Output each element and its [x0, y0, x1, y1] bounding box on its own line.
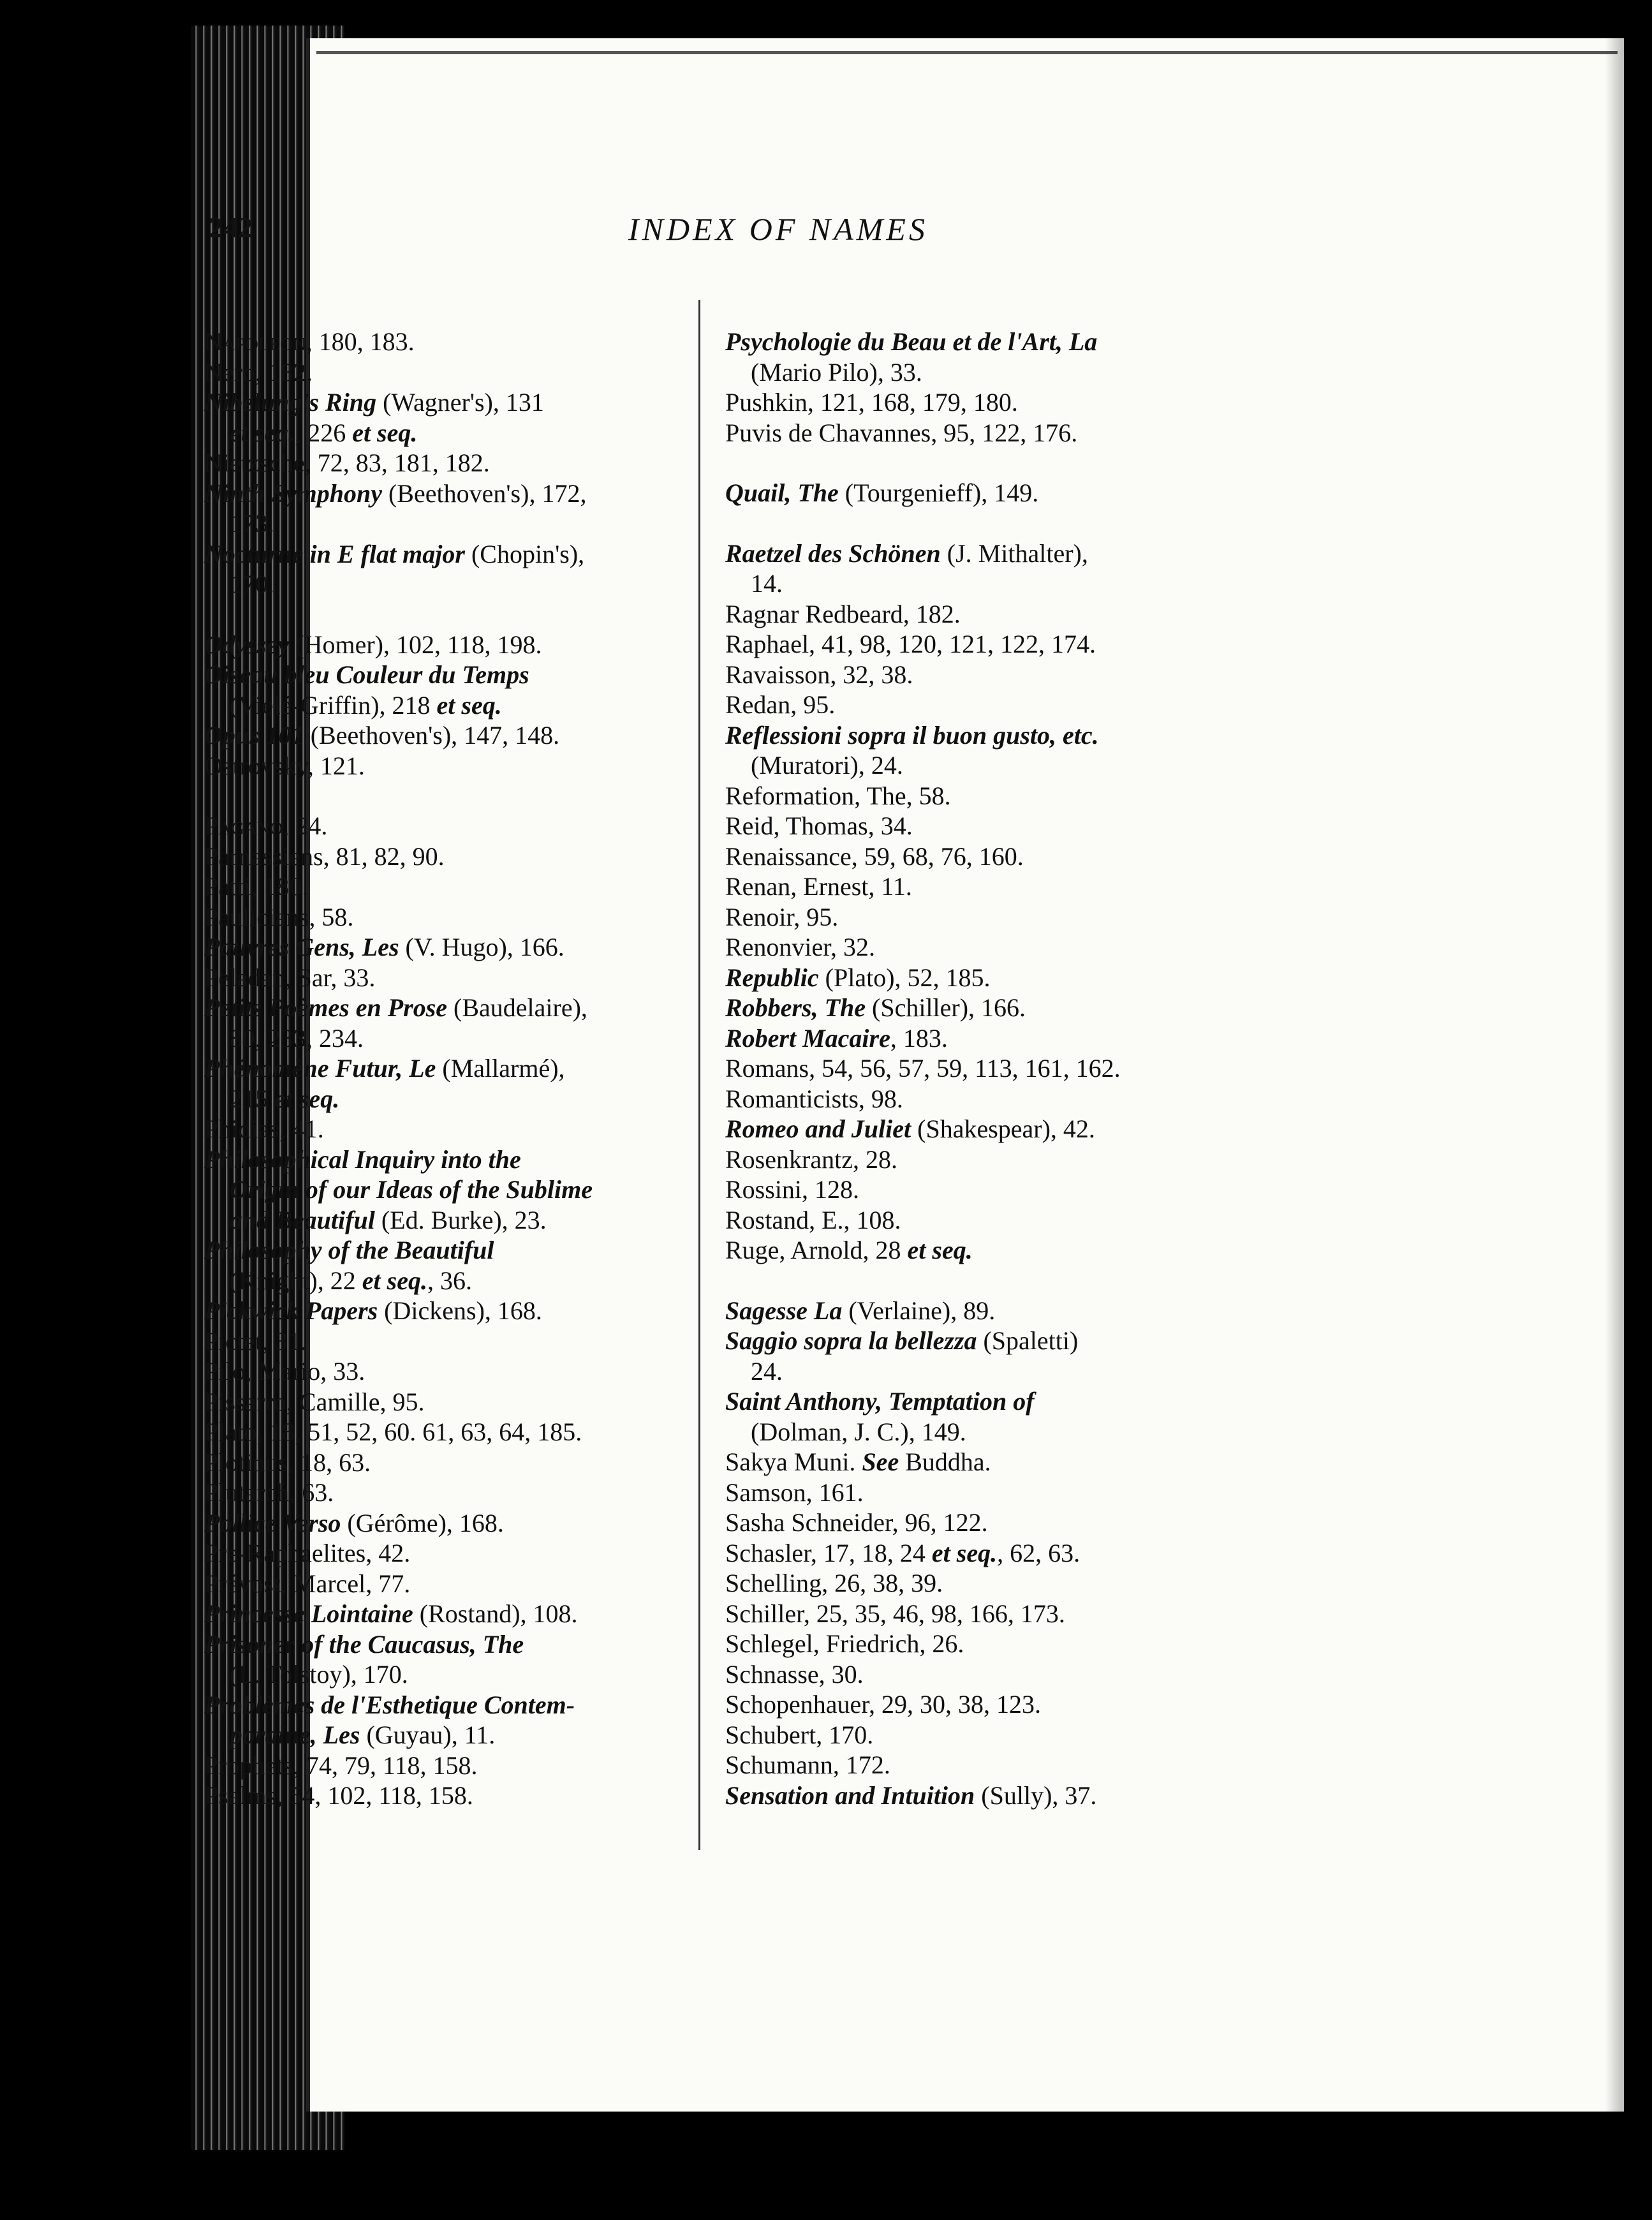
index-entry	[725, 1568, 1204, 1599]
index-entry-text: Raphael, 41, 98, 120, 121, 122, 174.	[725, 630, 1096, 658]
index-title-text: Romeo and Juliet	[725, 1114, 911, 1143]
index-entry	[725, 1114, 1204, 1144]
index-entry	[204, 1538, 682, 1569]
index-entry	[725, 1507, 1204, 1538]
index-entry-text: (Plato), 52, 185.	[818, 963, 991, 992]
index-title-text: et seq.	[274, 1084, 340, 1113]
index-entry	[725, 1689, 1204, 1720]
index-title-text: Ninth Symphony	[204, 478, 382, 508]
index-title-text: Phénomène Futur, Le	[204, 1054, 436, 1083]
index-entry	[725, 629, 1204, 660]
index-entry-text: Reformation, The, 58.	[725, 781, 951, 810]
index-entry-text: Sasha Schneider, 96, 122.	[725, 1508, 988, 1537]
index-entry-text: (V. Hugo), 166.	[399, 933, 564, 961]
index-title-text: Prisoner of the Caucasus, The	[204, 1629, 524, 1659]
index-entry-text: Schasler, 17, 18, 24	[725, 1538, 932, 1567]
index-entry	[725, 690, 1204, 720]
index-entry-text: Patti, 180.	[204, 872, 309, 901]
index-entry	[204, 1477, 682, 1508]
index-entry	[725, 932, 1204, 963]
index-entry	[204, 963, 682, 993]
index-entry	[204, 478, 682, 539]
index-entry-text: Buddha.	[899, 1447, 991, 1476]
index-entry-text: (Ed. Burke), 23.	[374, 1205, 547, 1234]
index-entry-text: , 36.	[427, 1266, 472, 1295]
index-entry	[204, 811, 682, 841]
index-entry-text: (L. Tolstoy), 170.	[230, 1660, 408, 1689]
index-entry	[204, 1235, 682, 1296]
index-entry-text: (Mallarmé),	[436, 1054, 565, 1083]
index-entry-text: Redan, 95.	[725, 690, 836, 719]
index-title-text: Opus 101	[204, 721, 304, 750]
index-entry	[204, 660, 682, 720]
index-entry	[204, 1447, 682, 1478]
index-entry-text: Ostrovsky, 121.	[204, 751, 365, 780]
index-entry-text: Schnasse, 30.	[725, 1659, 864, 1689]
index-entry-text: (Gérôme), 168.	[341, 1508, 504, 1537]
index-title-text: Sagesse La	[725, 1296, 843, 1325]
index-entry	[725, 902, 1204, 933]
index-entry	[725, 871, 1204, 902]
page-top-rule	[316, 51, 1618, 54]
index-title-text: Sensation and Intuition	[725, 1780, 975, 1810]
index-entry	[725, 1235, 1204, 1266]
index-entry	[204, 630, 682, 660]
index-entry-text: (Rostand), 108.	[413, 1599, 578, 1628]
index-entry	[204, 448, 682, 478]
index-entry	[204, 387, 682, 448]
index-title-text: Pickwick Papers	[204, 1296, 378, 1325]
index-title-text: Oiseau bleu Couleur du Temps	[204, 660, 529, 689]
page-gutter-shadow	[1605, 38, 1624, 2112]
index-entry	[204, 1690, 682, 1750]
index-entry-text: Plutarch, 63.	[204, 1478, 334, 1507]
index-entry-text: Ruge, Arnold, 28	[725, 1236, 908, 1264]
page-number: 242	[209, 211, 253, 244]
index-entry-text: Renan, Ernest, 11.	[725, 872, 912, 901]
index-entry-text: Plato, 18, 51, 52, 60. 61, 63, 64, 185.	[204, 1417, 582, 1446]
index-entry	[204, 1569, 682, 1599]
index-entry-text: (Beethoven's), 147, 148.	[304, 721, 560, 750]
index-title-text: Pauvres Gens, Les	[204, 933, 399, 961]
index-entry-text: 170.	[230, 570, 274, 598]
index-entry-text: Nero, 182.	[204, 357, 313, 387]
index-entry	[204, 841, 682, 872]
index-title-text: Problèmes de l'Esthetique Contem-	[204, 1690, 575, 1719]
index-entry	[204, 993, 682, 1053]
index-entry	[204, 1053, 682, 1114]
index-entry-text: (Shakespear), 42.	[911, 1114, 1095, 1143]
index-title-text: Saint Anthony, Temptation of	[725, 1387, 1035, 1416]
index-entry	[725, 1599, 1204, 1629]
index-entry	[725, 1447, 1204, 1477]
index-entry-text: Pre-Raphaelites, 42.	[204, 1539, 411, 1567]
index-entry-text: Schelling, 26, 38, 39.	[725, 1569, 943, 1597]
index-entry-text: , 24.	[283, 811, 328, 840]
column-divider	[698, 300, 700, 1850]
index-entry-text: (Beethoven's), 172,	[381, 478, 587, 508]
index-letter-gap	[725, 448, 1204, 478]
index-title-text: Quail, The	[725, 478, 839, 507]
index-entry	[725, 660, 1204, 690]
index-entry-text: Plotinus, 18, 63.	[204, 1447, 371, 1477]
index-entry	[204, 751, 682, 781]
index-entry-text: (Tourgenieff), 149.	[838, 478, 1039, 507]
index-entry	[204, 1296, 682, 1326]
index-entry-text: Schopenhauer, 29, 30, 38, 123.	[725, 1690, 1041, 1719]
index-title-text: Princesse Lointaine	[204, 1599, 413, 1628]
index-entry-text: Renaissance, 59, 68, 76, 160.	[725, 841, 1024, 871]
index-letter-gap	[725, 508, 1204, 538]
index-title-text: et seq.	[436, 690, 502, 720]
index-entry-text: (Chopin's),	[464, 539, 585, 568]
index-column-left	[204, 327, 682, 1811]
index-entry-text: (Homer), 102, 118, 198.	[289, 630, 542, 659]
index-entry	[204, 1114, 682, 1144]
index-entry-text: Schiller, 25, 35, 46, 98, 166, 173.	[725, 1599, 1065, 1628]
index-entry	[204, 1144, 682, 1236]
index-entry	[204, 1629, 682, 1690]
index-title-text: Nocturne in E flat major	[204, 539, 465, 568]
index-entry	[725, 327, 1204, 387]
index-entry-text: Pilo, Mario, 33.	[204, 1357, 365, 1386]
index-entry-text: 215	[230, 1084, 274, 1113]
index-entry	[725, 781, 1204, 811]
index-entry-text: Nietzsche, 72, 83, 181, 182.	[204, 448, 490, 477]
index-title-text: et seq.	[931, 1538, 998, 1567]
index-entry	[725, 1296, 1204, 1326]
index-entry-text: Reid, Thomas, 34.	[725, 811, 913, 840]
index-entry-text: (Guyau), 11.	[360, 1721, 496, 1749]
index-entry-text: 14.	[751, 569, 783, 598]
index-entry-text: (Schiller), 166.	[866, 993, 1026, 1022]
index-entry-text: Prophets, 74, 79, 118, 158.	[204, 1750, 478, 1780]
index-title-text: poraine, Les	[230, 1721, 360, 1749]
index-entry-text: , 62, 63.	[997, 1538, 1080, 1567]
index-entry-text: Phidias, 41.	[204, 1114, 324, 1143]
index-entry-text: Napoleon	[204, 327, 306, 356]
index-entry-text: Puvis de Chavannes, 95, 122, 176.	[725, 418, 1078, 447]
index-entry	[204, 932, 682, 963]
index-entry	[204, 871, 682, 902]
index-entry	[725, 1538, 1204, 1569]
index-entry	[725, 599, 1204, 630]
index-entry	[725, 1174, 1204, 1205]
index-entry-text: (Dolman, J. C.), 149.	[751, 1417, 966, 1446]
index-title-text: Petits Poèmes en Prose	[204, 993, 448, 1022]
index-entry	[204, 1508, 682, 1539]
index-entry-text: Pagano	[204, 811, 283, 840]
index-entry	[725, 1205, 1204, 1236]
index-entry	[725, 1750, 1204, 1780]
index-title-text: Odyssey	[204, 630, 290, 659]
index-entry-text: Schubert, 170.	[725, 1720, 874, 1749]
index-entry-text: , 180, 183.	[306, 327, 415, 356]
index-entry-text: (Knight), 22	[230, 1266, 362, 1295]
index-column-right	[725, 327, 1204, 1810]
index-entry-text: Ragnar Redbeard, 182.	[725, 599, 961, 628]
index-letter-gap	[725, 1266, 1204, 1296]
index-entry-text: Rossini, 128.	[725, 1175, 860, 1204]
index-entry-text: (Sully), 37.	[975, 1780, 1097, 1810]
index-entry	[725, 1144, 1204, 1175]
index-entry-text: Paulicians, 58.	[204, 902, 354, 931]
index-entry-text: Pushkin, 121, 168, 179, 180.	[725, 388, 1018, 417]
index-entry-text: Ravaisson, 32, 38.	[725, 660, 913, 689]
index-entry-text: 24.	[751, 1356, 783, 1386]
index-title-text: Raetzel des Schönen	[725, 538, 941, 568]
index-title-text: Robbers, The	[725, 993, 866, 1022]
running-head: INDEX OF NAMES	[628, 211, 928, 247]
index-entry-text: (Wagner's), 131	[376, 388, 544, 417]
index-entry	[204, 902, 682, 933]
index-title-text: et seq.	[362, 1266, 427, 1295]
index-entry	[725, 478, 1204, 508]
index-title-text: Reflessioni sopra il buon gusto, etc.	[725, 720, 1099, 750]
index-entry	[725, 1084, 1204, 1114]
index-entry-text: 80, 233, 234.	[230, 1023, 364, 1053]
index-letter-gap	[204, 781, 682, 811]
index-entry-text: (Spaletti)	[977, 1326, 1079, 1355]
index-entry	[725, 720, 1204, 781]
index-entry-text: Pictet, 31.	[204, 1326, 307, 1356]
index-entry	[204, 1780, 682, 1811]
index-entry-text: Rosenkrantz, 28.	[725, 1144, 897, 1174]
index-entry-text: (Muratori), 24.	[751, 751, 903, 780]
index-entry-text: (Baudelaire),	[447, 993, 587, 1022]
index-entry-text: Romanticists, 98.	[725, 1084, 903, 1113]
index-entry	[725, 1477, 1204, 1508]
index-entry-text: (Mario Pilo), 33.	[751, 357, 922, 387]
index-entry	[204, 1356, 682, 1387]
index-entry	[725, 538, 1204, 599]
index-entry	[204, 327, 682, 357]
index-title-text: et seq.	[352, 418, 418, 447]
index-entry	[725, 963, 1204, 993]
index-entry	[725, 993, 1204, 1023]
index-entry-text: (J. Mithalter),	[940, 538, 1088, 568]
index-entry	[204, 1750, 682, 1781]
index-entry-text: , 226	[295, 418, 353, 447]
index-entry	[204, 1599, 682, 1629]
index-title-text: Psychologie du Beau et de l'Art, La	[725, 327, 1098, 356]
index-entry-text: Peladan, Sar, 33.	[204, 963, 376, 992]
index-title-text: Republic	[725, 963, 819, 992]
index-entry	[204, 1326, 682, 1357]
index-entry	[725, 841, 1204, 872]
index-entry-text: Schlegel, Friedrich, 26.	[725, 1629, 964, 1658]
index-title-text: Saggio sopra la bellezza	[725, 1326, 977, 1355]
index-entry	[725, 387, 1204, 418]
index-entry	[204, 539, 682, 600]
index-entry-text: Samson, 161.	[725, 1477, 864, 1507]
index-entry-text: Romans, 54, 56, 57, 59, 113, 161, 162.	[725, 1054, 1121, 1083]
index-title-text: Origin of our Ideas of the Sublime	[230, 1175, 593, 1204]
index-entry	[725, 811, 1204, 841]
index-entry	[725, 1720, 1204, 1750]
index-entry	[725, 1053, 1204, 1084]
index-entry-text: (Dickens), 168.	[378, 1296, 542, 1325]
index-entry	[204, 357, 682, 388]
index-entry-text: Renoir, 95.	[725, 902, 839, 931]
index-entry	[725, 1386, 1204, 1447]
index-title-text: Robert Macaire	[725, 1023, 890, 1053]
index-entry	[204, 1387, 682, 1417]
index-entry-text: Prévost, Marcel, 77.	[204, 1569, 411, 1598]
index-title-text: See	[862, 1447, 899, 1476]
index-entry-text: 173.	[230, 509, 274, 538]
index-letter-gap	[204, 600, 682, 630]
index-entry	[725, 1629, 1204, 1659]
index-title-text: Pollice Verso	[204, 1508, 341, 1537]
index-title-text: Nibelung's Ring	[204, 388, 377, 417]
index-title-text: et seq.	[907, 1236, 973, 1264]
index-title-text: Philosophical Inquiry into the	[204, 1144, 521, 1174]
index-entry	[725, 418, 1204, 448]
index-entry-text: Sakya Muni.	[725, 1447, 862, 1476]
index-entry	[725, 1326, 1204, 1386]
index-entry-text: Psalms, 54, 102, 118, 158.	[204, 1781, 473, 1810]
index-title-text: Philosophy of the Beautiful	[204, 1236, 494, 1264]
index-entry	[725, 1659, 1204, 1690]
index-entry	[725, 1023, 1204, 1054]
index-entry-text: Parnassiens, 81, 82, 90.	[204, 841, 445, 871]
index-title-text: et seq.	[230, 418, 295, 447]
index-entry-text: Pissarro, Camille, 95.	[204, 1387, 425, 1416]
index-entry-text: , 183.	[890, 1023, 948, 1053]
index-entry-text: (Vielé-Griffin), 218	[230, 690, 437, 720]
index-title-text: and Beautiful	[230, 1205, 375, 1234]
index-entry-text: Schumann, 172.	[725, 1750, 890, 1779]
index-entry-text: Renonvier, 32.	[725, 933, 876, 961]
index-entry	[204, 1417, 682, 1447]
index-entry	[204, 720, 682, 751]
index-entry	[725, 1780, 1204, 1811]
index-entry-text: (Verlaine), 89.	[842, 1296, 996, 1325]
index-entry-text: Rostand, E., 108.	[725, 1205, 901, 1234]
